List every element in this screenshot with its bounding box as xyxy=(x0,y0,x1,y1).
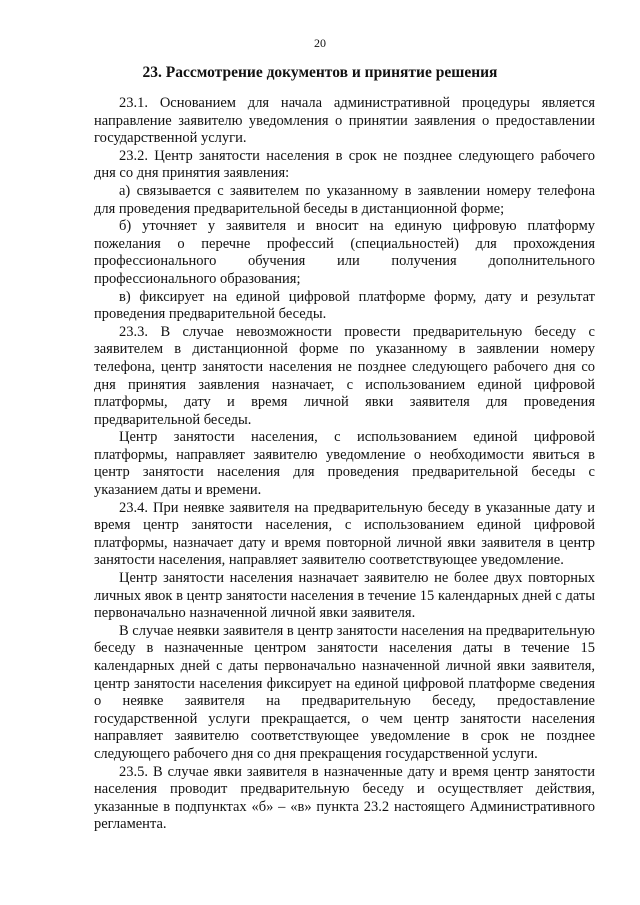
paragraph-repeat-visits: Центр занятости населения назначает заявителю не более двух повторных личных явок в центр занятости населения в течение 15 календарных дней с даты первоначально назначенной личной явки заявителя. xyxy=(94,570,595,622)
list-item-a: а) связывается с заявителем по указанному в заявлении номеру телефона для проведения предварительной беседы в дистанционной форме; xyxy=(94,182,595,217)
paragraph-23-3: 23.3. В случае невозможности провести предварительную беседу с заявителем в дистанционной форме по указанному в заявлении номеру телефона, центр занятости населения не позднее следующего рабочего дня со дня принятия заявления назначает, с использованием единой цифровой платформы, дату и время личной явки заявителя для проведения предварительной беседы. xyxy=(94,323,595,428)
paragraph-23-1: 23.1. Основанием для начала административной процедуры является направление заявителю уведомления о принятии заявления о предоставлении государственной услуги. xyxy=(94,95,595,147)
section-body xyxy=(94,95,595,834)
paragraph-notification: Центр занятости населения, с использованием единой цифровой платформы, направляет заявителю уведомление о необходимости явиться в центр занятости населения для проведения предварительной беседы с указанием даты и времени. xyxy=(94,429,595,499)
section-heading: 23. Рассмотрение документов и принятие решения xyxy=(142,64,498,81)
list-item-b: б) уточняет у заявителя и вносит на единую цифровую платформу пожелания о перечне профессий (специальностей) для прохождения профессионального обучения или получения дополнительного профессионального образования; xyxy=(94,218,595,287)
paragraph-23-2: 23.2. Центр занятости населения в срок не позднее следующего рабочего дня со дня принятия заявления: xyxy=(94,147,595,182)
list-item-v: в) фиксирует на единой цифровой платформе форму, дату и результат проведения предварительной беседы. xyxy=(94,288,595,323)
paragraph-23-4: 23.4. При неявке заявителя на предварительную беседу в указанные дату и время центр занятости населения, с использованием единой цифровой платформы, назначает дату и время повторной личной явки заявителя в центр занятости населения, направляет заявителю соответствующее уведомление. xyxy=(94,499,595,569)
page-number: 20 xyxy=(314,36,326,50)
paragraph-non-appearance: В случае неявки заявителя в центр занятости населения на предварительную беседу в назначенные центром занятости населения даты в течение 15 календарных дней с даты первоначально назначенной личной явки заявителя, центр занятости населения фиксирует на единой цифровой платформе сведения о неявке заявителя на предварительную беседу, предоставление государственной услуги прекращается, о чем центр занятости населения направляет заявителю соответствующее уведомление в срок не позднее следующего рабочего дня со дня прекращения государственной услуги. xyxy=(94,622,595,762)
paragraph-23-5: 23.5. В случае явки заявителя в назначенные дату и время центр занятости населения проводит предварительную беседу и осуществляет действия, указанные в подпунктах «б» – «в» пункта 23.2 настоящего Административного регламента. xyxy=(94,763,595,833)
